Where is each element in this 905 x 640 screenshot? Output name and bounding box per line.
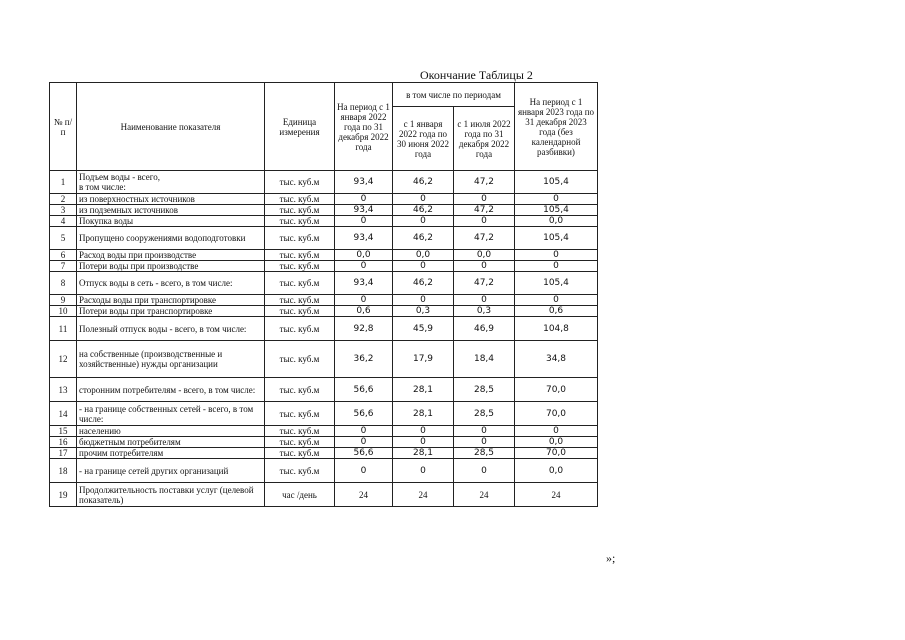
table-row xyxy=(50,378,598,402)
row-value-2: 46,2 xyxy=(393,171,454,194)
row-value-3: 0,0 xyxy=(454,250,515,261)
table-row xyxy=(50,341,598,378)
table-row xyxy=(50,250,598,261)
water-balance-table xyxy=(49,82,598,507)
row-unit: тыс. куб.м xyxy=(265,227,335,250)
header-sub1: с 1 января 2022 года по 30 июня 2022 года xyxy=(393,107,454,171)
row-value-4: 70,0 xyxy=(515,402,598,426)
row-indicator-name: - на границе собственных сетей - всего, в том числе: xyxy=(77,402,265,426)
row-number: 14 xyxy=(50,402,77,426)
row-value-2: 46,2 xyxy=(393,272,454,295)
row-value-1: 36,2 xyxy=(335,341,393,378)
row-unit: тыс. куб.м xyxy=(265,426,335,437)
row-number: 18 xyxy=(50,459,77,483)
closing-quote: »; xyxy=(606,551,616,565)
row-value-1: 0,0 xyxy=(335,250,393,261)
row-value-3: 47,2 xyxy=(454,227,515,250)
header-period-2022: На период с 1 января 2022 года по 31 декабря 2022 года xyxy=(335,83,393,171)
row-number: 7 xyxy=(50,261,77,272)
row-value-3: 46,9 xyxy=(454,317,515,341)
row-value-1: 56,6 xyxy=(335,378,393,402)
table-row xyxy=(50,306,598,317)
row-unit: тыс. куб.м xyxy=(265,448,335,459)
row-number: 13 xyxy=(50,378,77,402)
row-unit: тыс. куб.м xyxy=(265,205,335,216)
row-value-4: 34,8 xyxy=(515,341,598,378)
row-value-3: 28,5 xyxy=(454,448,515,459)
row-value-1: 0 xyxy=(335,216,393,227)
row-value-2: 0 xyxy=(393,216,454,227)
row-value-3: 0 xyxy=(454,426,515,437)
row-unit: тыс. куб.м xyxy=(265,171,335,194)
row-value-2: 45,9 xyxy=(393,317,454,341)
row-indicator-name: Полезный отпуск воды - всего, в том числе: xyxy=(77,317,265,341)
row-value-1: 0 xyxy=(335,194,393,205)
table-caption: Окончание Таблицы 2 xyxy=(420,68,533,82)
row-value-4: 0,0 xyxy=(515,437,598,448)
row-value-3: 0 xyxy=(454,459,515,483)
row-value-3: 47,2 xyxy=(454,171,515,194)
row-indicator-name: - на границе сетей других организаций xyxy=(77,459,265,483)
row-indicator-name: Покупка воды xyxy=(77,216,265,227)
row-value-1: 0 xyxy=(335,261,393,272)
row-value-4: 24 xyxy=(515,483,598,507)
row-number: 6 xyxy=(50,250,77,261)
row-unit: тыс. куб.м xyxy=(265,459,335,483)
row-unit: тыс. куб.м xyxy=(265,250,335,261)
row-number: 9 xyxy=(50,295,77,306)
row-value-2: 46,2 xyxy=(393,205,454,216)
row-unit: тыс. куб.м xyxy=(265,437,335,448)
row-unit: час /день xyxy=(265,483,335,507)
row-value-3: 28,5 xyxy=(454,378,515,402)
row-value-4: 105,4 xyxy=(515,272,598,295)
row-value-1: 56,6 xyxy=(335,448,393,459)
row-unit: тыс. куб.м xyxy=(265,272,335,295)
row-value-4: 105,4 xyxy=(515,171,598,194)
table-row xyxy=(50,205,598,216)
header-unit: Единица измерения xyxy=(265,83,335,171)
row-value-4: 104,8 xyxy=(515,317,598,341)
row-number: 3 xyxy=(50,205,77,216)
row-indicator-name: бюджетным потребителям xyxy=(77,437,265,448)
row-value-2: 0 xyxy=(393,261,454,272)
row-unit: тыс. куб.м xyxy=(265,295,335,306)
row-number: 2 xyxy=(50,194,77,205)
row-number: 4 xyxy=(50,216,77,227)
table-row xyxy=(50,227,598,250)
row-number: 19 xyxy=(50,483,77,507)
row-value-1: 0 xyxy=(335,459,393,483)
row-value-2: 17,9 xyxy=(393,341,454,378)
row-value-1: 24 xyxy=(335,483,393,507)
row-value-3: 0,3 xyxy=(454,306,515,317)
row-value-3: 24 xyxy=(454,483,515,507)
table-row xyxy=(50,171,598,194)
header-name: Наименование показателя xyxy=(77,83,265,171)
table-row xyxy=(50,448,598,459)
row-unit: тыс. куб.м xyxy=(265,402,335,426)
row-indicator-name: сторонним потребителям - всего, в том числе: xyxy=(77,378,265,402)
row-value-4: 0,0 xyxy=(515,216,598,227)
row-value-3: 47,2 xyxy=(454,205,515,216)
row-value-2: 28,1 xyxy=(393,378,454,402)
row-value-2: 0 xyxy=(393,459,454,483)
row-value-2: 0 xyxy=(393,426,454,437)
row-number: 15 xyxy=(50,426,77,437)
row-indicator-name: Отпуск воды в сеть - всего, в том числе: xyxy=(77,272,265,295)
table-row xyxy=(50,402,598,426)
table-row xyxy=(50,437,598,448)
row-indicator-name: Расходы воды при транспортировке xyxy=(77,295,265,306)
table-row xyxy=(50,272,598,295)
row-value-4: 0,0 xyxy=(515,459,598,483)
row-value-1: 92,8 xyxy=(335,317,393,341)
row-value-4: 0 xyxy=(515,295,598,306)
row-value-3: 28,5 xyxy=(454,402,515,426)
row-value-4: 105,4 xyxy=(515,227,598,250)
row-unit: тыс. куб.м xyxy=(265,317,335,341)
row-value-2: 0,3 xyxy=(393,306,454,317)
row-value-4: 70,0 xyxy=(515,448,598,459)
table-row xyxy=(50,459,598,483)
row-value-2: 0 xyxy=(393,437,454,448)
row-value-4: 0 xyxy=(515,426,598,437)
row-value-3: 0 xyxy=(454,437,515,448)
row-indicator-name: из подземных источников xyxy=(77,205,265,216)
row-value-2: 0 xyxy=(393,194,454,205)
row-unit: тыс. куб.м xyxy=(265,194,335,205)
table-row xyxy=(50,216,598,227)
row-unit: тыс. куб.м xyxy=(265,306,335,317)
table-row xyxy=(50,483,598,507)
row-value-3: 47,2 xyxy=(454,272,515,295)
table-row xyxy=(50,194,598,205)
row-value-2: 0,0 xyxy=(393,250,454,261)
row-value-4: 0 xyxy=(515,250,598,261)
row-number: 16 xyxy=(50,437,77,448)
row-unit: тыс. куб.м xyxy=(265,216,335,227)
table-row xyxy=(50,261,598,272)
row-number: 12 xyxy=(50,341,77,378)
row-indicator-name: населению xyxy=(77,426,265,437)
row-unit: тыс. куб.м xyxy=(265,378,335,402)
row-unit: тыс. куб.м xyxy=(265,341,335,378)
row-indicator-name: прочим потребителям xyxy=(77,448,265,459)
row-indicator-name: Расход воды при производстве xyxy=(77,250,265,261)
table-row xyxy=(50,295,598,306)
row-number: 5 xyxy=(50,227,77,250)
row-number: 11 xyxy=(50,317,77,341)
row-indicator-name: Пропущено сооружениями водоподготовки xyxy=(77,227,265,250)
table-row xyxy=(50,317,598,341)
row-value-2: 46,2 xyxy=(393,227,454,250)
row-indicator-name: Продолжительность поставки услуг (целевой показатель) xyxy=(77,483,265,507)
row-value-3: 0 xyxy=(454,261,515,272)
row-indicator-name: из поверхностных источников xyxy=(77,194,265,205)
header-period-2023: На период с 1 января 2023 года по 31 декабря 2023 года (без календарной разбивки) xyxy=(515,83,598,171)
row-number: 10 xyxy=(50,306,77,317)
header-subperiods: в том числе по периодам xyxy=(393,83,515,107)
row-number: 1 xyxy=(50,171,77,194)
row-indicator-name: на собственные (производственные и хозяйственные) нужды организации xyxy=(77,341,265,378)
row-value-4: 0,6 xyxy=(515,306,598,317)
row-value-2: 28,1 xyxy=(393,448,454,459)
row-unit: тыс. куб.м xyxy=(265,261,335,272)
row-value-1: 93,4 xyxy=(335,171,393,194)
table-row xyxy=(50,426,598,437)
row-value-4: 70,0 xyxy=(515,378,598,402)
row-value-2: 28,1 xyxy=(393,402,454,426)
row-value-4: 0 xyxy=(515,261,598,272)
row-value-3: 18,4 xyxy=(454,341,515,378)
row-indicator-name: Потери воды при производстве xyxy=(77,261,265,272)
row-value-1: 0 xyxy=(335,295,393,306)
row-value-1: 0,6 xyxy=(335,306,393,317)
row-value-1: 93,4 xyxy=(335,227,393,250)
row-value-2: 24 xyxy=(393,483,454,507)
row-value-1: 56,6 xyxy=(335,402,393,426)
header-sub2: с 1 июля 2022 года по 31 декабря 2022 года xyxy=(454,107,515,171)
row-indicator-name: Потери воды при транспортировке xyxy=(77,306,265,317)
row-value-1: 0 xyxy=(335,426,393,437)
row-value-1: 93,4 xyxy=(335,272,393,295)
row-value-1: 0 xyxy=(335,437,393,448)
row-value-1: 93,4 xyxy=(335,205,393,216)
row-value-3: 0 xyxy=(454,295,515,306)
row-number: 8 xyxy=(50,272,77,295)
row-value-4: 0 xyxy=(515,194,598,205)
header-num: № п/п xyxy=(50,83,77,171)
row-value-3: 0 xyxy=(454,216,515,227)
row-value-4: 105,4 xyxy=(515,205,598,216)
row-value-2: 0 xyxy=(393,295,454,306)
row-indicator-name: Подъем воды - всего, в том числе: xyxy=(77,171,265,194)
row-value-3: 0 xyxy=(454,194,515,205)
row-number: 17 xyxy=(50,448,77,459)
